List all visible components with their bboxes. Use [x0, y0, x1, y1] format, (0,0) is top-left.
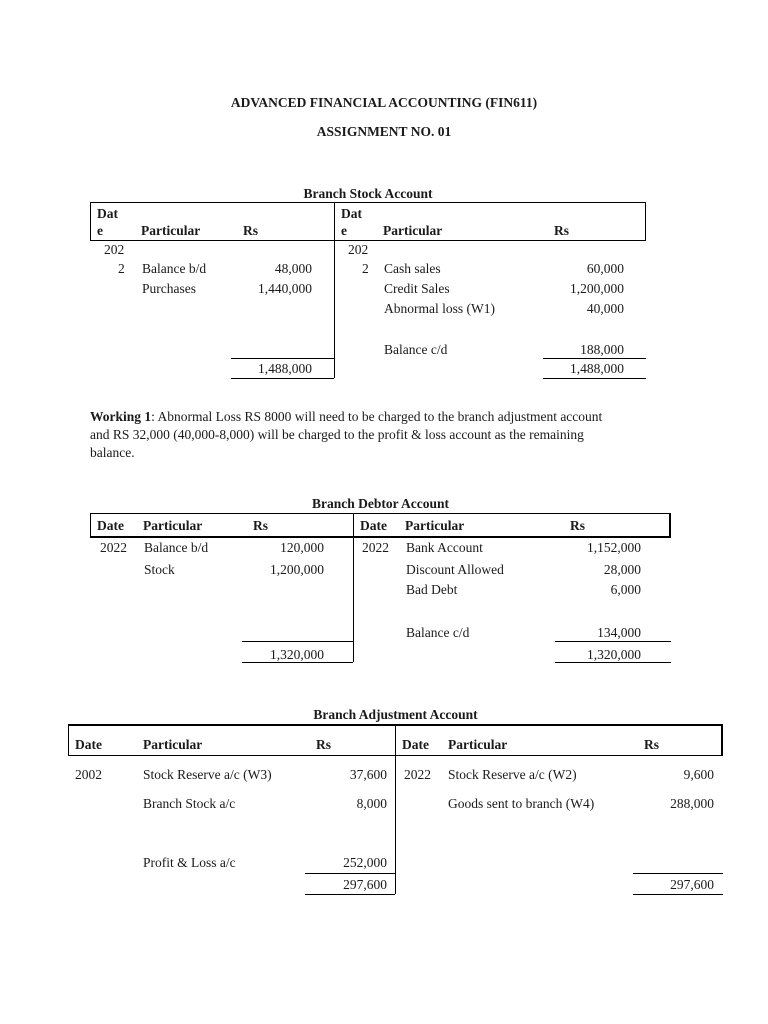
date-header: Date	[97, 518, 124, 533]
table-title: Branch Stock Account	[303, 186, 433, 201]
table-row-amount: 1,200,000	[270, 562, 324, 577]
particular-header: Particular	[143, 518, 203, 533]
year: 2022	[362, 540, 389, 555]
table-title: Branch Debtor Account	[312, 496, 449, 511]
table-row-particular: Purchases	[142, 281, 196, 296]
date-header: Date	[360, 518, 387, 533]
total-rule	[633, 873, 723, 874]
year: 202	[104, 242, 125, 257]
table-row-particular: Stock Reserve a/c (W2)	[448, 767, 577, 782]
table-row-particular: Balance b/d	[144, 540, 209, 555]
total-rule	[543, 378, 646, 379]
date-header: Dat	[97, 206, 118, 221]
year: 202	[348, 242, 369, 257]
date-header: Dat	[341, 206, 362, 221]
date-header-cont: e	[341, 223, 347, 238]
table-row-amount: 252,000	[343, 855, 387, 870]
table-row-amount: 40,000	[586, 301, 624, 316]
date-header: Date	[402, 737, 429, 752]
total-rule	[305, 894, 395, 895]
working-text: and RS 32,000 (40,000-8,000) will be charged to the profit & loss account as the remaining	[90, 427, 584, 442]
particular-header: Particular	[141, 223, 201, 238]
particular-header: Particular	[405, 518, 465, 533]
table-row-particular: Credit Sales	[384, 281, 450, 296]
table-row-amount: 188,000	[580, 342, 624, 357]
year-cont: 2	[118, 261, 125, 276]
course-title: ADVANCED FINANCIAL ACCOUNTING (FIN611)	[230, 95, 538, 110]
total-amount: 1,488,000	[258, 361, 312, 376]
table-row-particular: Stock Reserve a/c (W3)	[143, 767, 272, 782]
total-rule	[305, 873, 395, 874]
table-row-particular: Profit & Loss a/c	[143, 855, 236, 870]
year: 2022	[404, 767, 431, 782]
table-row-amount: 6,000	[610, 582, 641, 597]
table-row-amount: 60,000	[586, 261, 624, 276]
rs-header: Rs	[253, 518, 269, 533]
year-cont: 2	[362, 261, 369, 276]
working-text: : Abnormal Loss RS 8000 will need to be charged to the branch adjustment account	[151, 409, 603, 424]
table-row-amount: 1,152,000	[587, 540, 641, 555]
rs-header: Rs	[243, 223, 259, 238]
particular-header: Particular	[143, 737, 203, 752]
year: 2002	[75, 767, 102, 782]
date-header: Date	[75, 737, 102, 752]
table-row-particular: Discount Allowed	[406, 562, 504, 577]
rs-header: Rs	[316, 737, 332, 752]
table-row-amount: 120,000	[280, 540, 324, 555]
total-rule	[555, 641, 671, 642]
total-rule	[543, 358, 646, 359]
column-divider	[395, 724, 396, 894]
table-row-amount: 37,600	[349, 767, 387, 782]
table-row-amount: 48,000	[274, 261, 312, 276]
table-title: Branch Adjustment Account	[313, 707, 478, 722]
table-row-amount: 8,000	[356, 796, 387, 811]
table-row-particular: Balance b/d	[142, 261, 207, 276]
particular-header: Particular	[383, 223, 443, 238]
total-rule	[555, 662, 671, 663]
table-row-amount: 1,200,000	[570, 281, 624, 296]
rs-header: Rs	[644, 737, 660, 752]
table-row-particular: Bad Debt	[406, 582, 458, 597]
total-rule	[231, 378, 334, 379]
table-row-particular: Stock	[144, 562, 175, 577]
table-row-particular: Bank Account	[406, 540, 483, 555]
total-amount: 1,320,000	[587, 647, 641, 662]
total-rule	[633, 894, 723, 895]
total-amount: 297,600	[670, 877, 714, 892]
assignment-number: ASSIGNMENT NO. 01	[316, 124, 452, 139]
table-row-amount: 1,440,000	[258, 281, 312, 296]
table-row-amount: 9,600	[683, 767, 714, 782]
rs-header: Rs	[570, 518, 586, 533]
total-rule	[231, 358, 334, 359]
table-row-particular: Abnormal loss (W1)	[384, 301, 495, 316]
working-text: balance.	[90, 445, 135, 460]
column-divider	[334, 202, 335, 378]
total-rule	[242, 641, 353, 642]
table-row-particular: Balance c/d	[406, 625, 470, 640]
table-row-particular: Cash sales	[384, 261, 441, 276]
table-row-particular: Goods sent to branch (W4)	[448, 796, 595, 811]
total-amount: 1,320,000	[270, 647, 324, 662]
rs-header: Rs	[554, 223, 570, 238]
working-label: Working 1	[90, 409, 152, 424]
table-row-amount: 134,000	[597, 625, 641, 640]
date-header-cont: e	[97, 223, 103, 238]
table-row-particular: Branch Stock a/c	[143, 796, 236, 811]
total-amount: 297,600	[343, 877, 387, 892]
column-divider	[353, 513, 354, 662]
year: 2022	[100, 540, 127, 555]
table-row-particular: Balance c/d	[384, 342, 448, 357]
total-rule	[242, 662, 353, 663]
particular-header: Particular	[448, 737, 508, 752]
table-row-amount: 28,000	[603, 562, 641, 577]
total-amount: 1,488,000	[570, 361, 624, 376]
table-row-amount: 288,000	[670, 796, 714, 811]
